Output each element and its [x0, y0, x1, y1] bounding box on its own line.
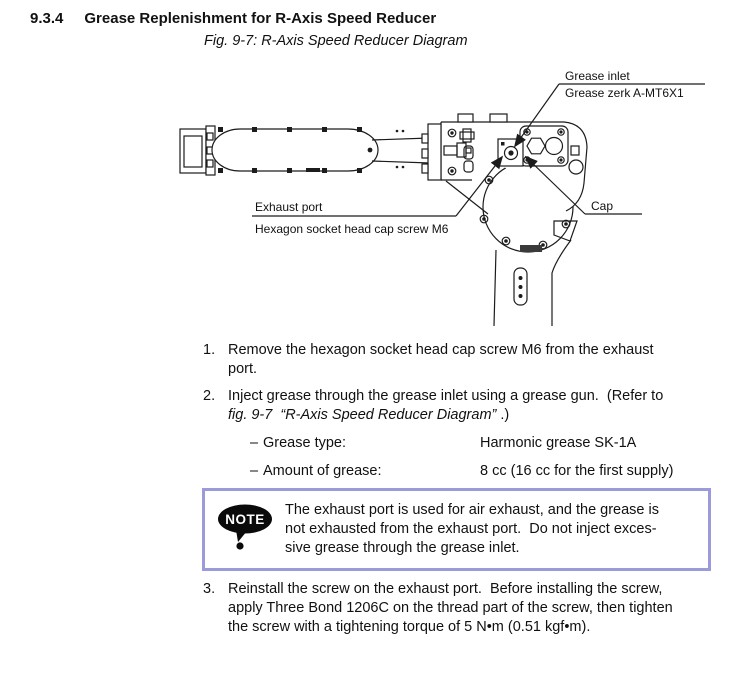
lower-arm-column [494, 240, 571, 326]
note-box [202, 488, 711, 571]
speed-reducer-diagram [0, 58, 736, 338]
dash-bullet: – [250, 435, 259, 451]
spec-amount-value: 8 cc (16 cc for the first supply) [480, 463, 674, 479]
arm-end-cap [180, 126, 215, 175]
procedure-steps [203, 338, 703, 637]
grease-zerk-fitting [498, 139, 523, 166]
section-heading [30, 10, 436, 27]
label-grease-inlet: Grease inlet [565, 69, 630, 83]
label-hex-screw: Hexagon socket head cap screw M6 [255, 222, 449, 236]
note-icon-label: NOTE [225, 512, 265, 527]
label-cap: Cap [591, 199, 614, 213]
step-3-line3: the screw with a tightening torque of 5 N•m (0.51 kgf•m). [228, 619, 591, 635]
step-2-line1: Inject grease through the grease inlet using a grease gun. (Refer to [228, 388, 664, 404]
step-2 [203, 387, 703, 425]
spec-amount [203, 462, 703, 481]
figure-reference: fig. 9-7 “R-Axis Speed Reducer Diagram” [228, 407, 497, 423]
spec-amount-label: Amount of grease: [263, 463, 382, 479]
note-speech-bubble-icon [216, 503, 274, 551]
label-grease-zerk: Grease zerk A-MT6X1 [565, 86, 684, 100]
note-icon [205, 501, 285, 551]
step-3 [203, 580, 703, 637]
label-exhaust-port: Exhaust port [255, 200, 323, 214]
dash-bullet: – [250, 463, 259, 479]
step-2-line2 [228, 406, 663, 425]
step-3-line2: apply Three Bond 1206C on the thread part of the screw, then tighten [228, 600, 673, 616]
note-line1: The exhaust port is used for air exhaust, and the grease is [285, 502, 659, 518]
step-1-number: 1. [203, 342, 216, 358]
step-1 [203, 341, 703, 379]
step-3-line1: Reinstall the screw on the exhaust port. Before installing the screw, [228, 581, 663, 597]
spec-grease-type-value: Harmonic grease SK-1A [480, 435, 637, 451]
figure-reference-tail: .) [496, 407, 510, 423]
step-3-number: 3. [203, 581, 216, 597]
section-number: 9.3.4 [30, 10, 64, 27]
arm-cover [212, 127, 430, 173]
step-1-line2: port. [228, 361, 258, 377]
figure-caption: Fig. 9-7: R-Axis Speed Reducer Diagram [204, 33, 468, 49]
note-line3: sive grease through the grease inlet. [285, 540, 520, 556]
note-line2: not exhausted from the exhaust port. Do not inject exces- [285, 521, 657, 537]
step-1-line1: Remove the hexagon socket head cap screw M6 from the exhaust [228, 342, 654, 358]
section-title: Grease Replenishment for R-Axis Speed Reducer [84, 10, 437, 27]
spec-grease-type [203, 434, 703, 453]
spec-grease-type-label: Grease type: [263, 435, 347, 451]
note-text [285, 501, 708, 558]
step-2-number: 2. [203, 388, 216, 404]
